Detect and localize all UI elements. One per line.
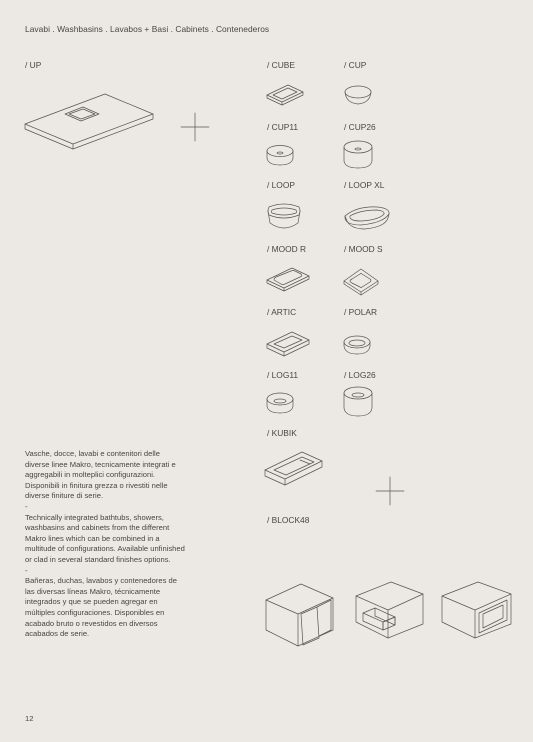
plus-icon-upper bbox=[181, 113, 209, 141]
up-label: / UP bbox=[25, 60, 42, 70]
loop-basin-icon bbox=[266, 201, 302, 233]
artic-basin-icon bbox=[266, 330, 310, 358]
cup-label: / CUP bbox=[344, 60, 367, 70]
cup-basin-icon bbox=[344, 84, 372, 106]
cube-basin-icon bbox=[266, 83, 304, 107]
block48-open-cabinet-icon bbox=[441, 580, 513, 646]
cup26-basin-icon bbox=[343, 140, 375, 170]
log26-basin-icon bbox=[343, 386, 375, 418]
mood-r-basin-icon bbox=[266, 266, 310, 294]
cup11-basin-icon bbox=[266, 144, 296, 168]
kubik-label: / KUBIK bbox=[267, 428, 297, 438]
page-number: 12 bbox=[25, 714, 34, 723]
description-italian: Vasche, docce, lavabi e contenitori delle diverse linee Makro, tecnicamente integrati e aggregabili in molteplici configurazioni. Disponibili in finitura grezza o rivestiti nelle diverse finiture di serie. bbox=[25, 449, 176, 501]
artic-label: / ARTIC bbox=[267, 307, 297, 317]
mood-s-label: / MOOD S bbox=[344, 244, 383, 254]
product-description bbox=[25, 449, 185, 640]
loop-label: / LOOP bbox=[267, 180, 295, 190]
kubik-basin-icon bbox=[264, 450, 324, 488]
description-separator: - bbox=[25, 565, 28, 575]
up-washbasin-top-icon bbox=[25, 92, 155, 152]
cup11-label: / CUP11 bbox=[267, 122, 299, 132]
mood-r-label: / MOOD R bbox=[267, 244, 307, 254]
description-separator: - bbox=[25, 501, 28, 511]
loop-xl-basin-icon bbox=[343, 205, 391, 231]
block48-doors-cabinet-icon bbox=[265, 582, 335, 650]
cube-label: / CUBE bbox=[267, 60, 295, 70]
loop-xl-label: / LOOP XL bbox=[344, 180, 385, 190]
log26-label: / LOG26 bbox=[344, 370, 376, 380]
block48-drawer-cabinet-icon bbox=[355, 580, 425, 648]
polar-basin-icon bbox=[343, 333, 373, 357]
log11-basin-icon bbox=[266, 391, 296, 415]
log11-label: / LOG11 bbox=[267, 370, 299, 380]
block48-label: / BLOCK48 bbox=[267, 515, 310, 525]
mood-s-basin-icon bbox=[343, 266, 379, 296]
polar-label: / POLAR bbox=[344, 307, 378, 317]
description-spanish: Bañeras, duchas, lavabos y contenedores de las diversas líneas Makro, técnicamente integrados y que se pueden agregar en múltiples configuraciones. Disponibles en acabado bruto o revestidos en diversos acabados de serie. bbox=[25, 576, 177, 639]
plus-icon-lower bbox=[376, 477, 404, 505]
cup26-label: / CUP26 bbox=[344, 122, 376, 132]
description-english: Technically integrated bathtubs, showers, washbasins and cabinets from the different Makro lines which can be combined in a multitude of configurations. Available unfinished or clad in several standard finishes options. bbox=[25, 512, 185, 564]
page-header: Lavabi . Washbasins . Lavabos + Basi . Cabinets . Contenederos bbox=[25, 24, 270, 34]
